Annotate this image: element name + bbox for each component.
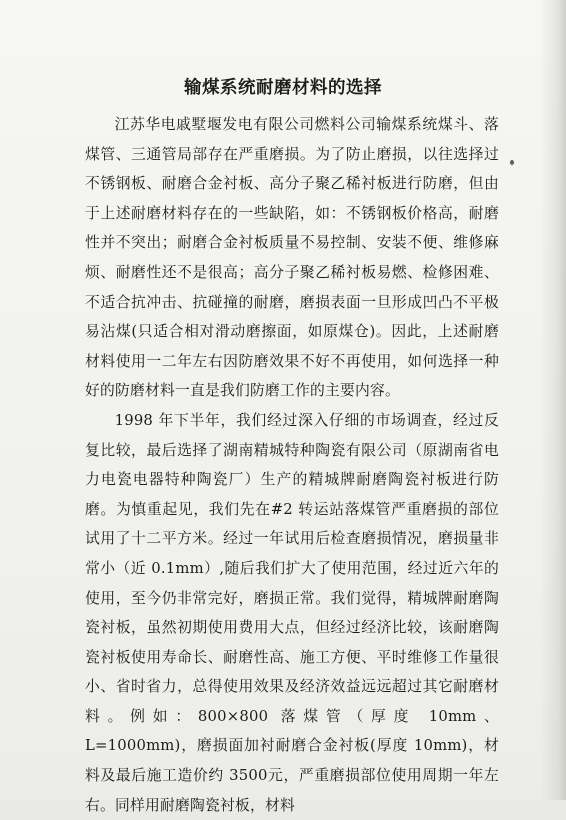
document-title: 输煤系统耐磨材料的选择 bbox=[184, 78, 382, 98]
paragraph-1: 江苏华电戚墅堰发电有限公司燃料公司输煤系统煤斗、落煤管、三通管局部存在严重磨损。为了防止磨损，以往选择过不锈钢板、耐磨合金衬板、高分子聚乙稀衬板进行防磨，但由于上述耐磨材料存在的一些缺陷，如：不锈钢板价格高，耐磨性并不突出；耐磨合金衬板质量不易控制、安装不便、维修麻烦、耐磨性还不是很高；高分子聚乙稀衬板易燃、检修困难、不适合抗冲击、抗碰撞的耐磨，磨损表面一旦形成凹凸不平极易沾煤(只适合相对滑动磨擦面，如原煤仓)。因此，上述耐磨材料使用一二年左右因防磨效果不好不再使用，如何选择一种好的防磨材料一直是我们防磨工作的主要内容。 bbox=[85, 116, 499, 400]
scan-speck bbox=[510, 160, 514, 165]
paragraph-2: 1998 年下半年，我们经过深入仔细的市场调查，经过反复比较，最后选择了湖南精城特种陶瓷有限公司（原湖南省电力电瓷电器特种陶瓷厂）生产的精城牌耐磨陶瓷衬板进行防磨。为慎重起见，我们先在#2 转运站落煤管严重磨损的部位试用了十二平方米。经过一年试用后检查磨损情况，磨损量非常小（近 0.1mm）,随后我们扩大了使用范围，经过近六年的使用，至今仍非常完好，磨损正常。我们觉得，精城牌耐磨陶瓷衬板，虽然初期使用费用大点，但经过经济比较，该耐磨陶瓷衬板使用寿命长、耐磨性高、施工方便、平时维修工作量很小、省时省力，总得使用效果及经济效益远远超过其它耐磨材料。例如：800×800 落煤管（厚度 10mm、L=1000mm)，磨损面加衬耐磨合金衬板(厚度 10mm)，材料及最后施工造价约 3500元，严重磨损部位使用周期一年左右。同样用耐磨陶瓷衬板，材料 bbox=[85, 411, 499, 814]
document-body bbox=[85, 110, 499, 820]
page-edge-shadow bbox=[540, 0, 566, 800]
